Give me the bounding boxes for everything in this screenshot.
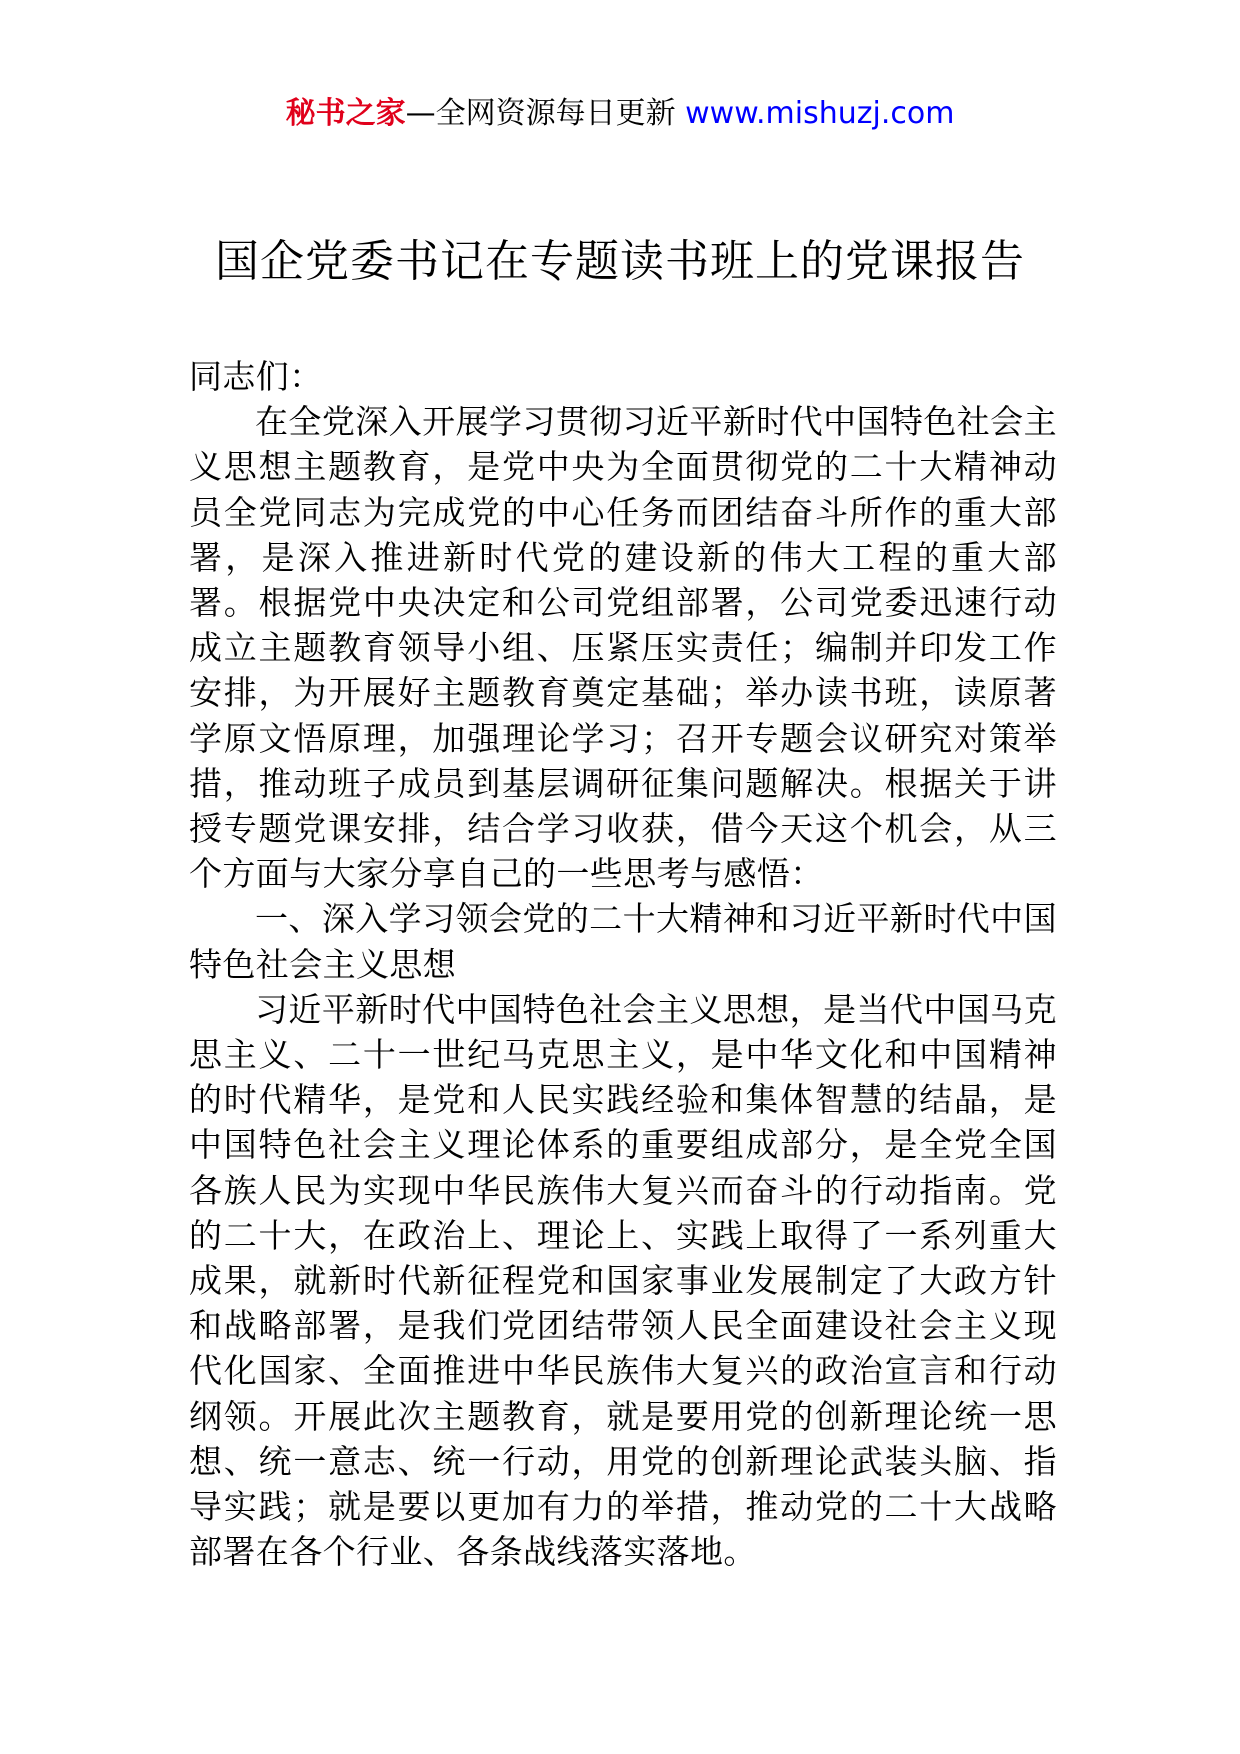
- section-heading-1: 一、深入学习领会党的二十大精神和习近平新时代中国特色社会主义思想: [189, 899, 1057, 984]
- site-url-link[interactable]: www.mishuzj.com: [685, 96, 955, 131]
- brand-name: 秘书之家: [285, 96, 406, 131]
- header-slogan: —全网资源每日更新: [405, 96, 686, 131]
- paragraph-section-1: 习近平新时代中国特色社会主义思想，是当代中国马克思主义、二十一世纪马克思主义，是中华文化和中国精神的时代精华，是党和人民实践经验和集体智慧的结晶，是中国特色社会主义理论体系的重要组成部分，是全党全国各族人民为实现中华民族伟大复兴而奋斗的行动指南。党的二十大，在政治上、理论上、实践上取得了一系列重大成果，就新时代新征程党和国家事业发展制定了大政方针和战略部署，是我们党团结带领人民全面建设社会主义现代化国家、全面推进中华民族伟大复兴的政治宣言和行动纲领。开展此次主题教育，就是要用党的创新理论统一思想、统一意志、统一行动，用党的创新理论武装头脑、指导实践；就是要以更加有力的举措，推动党的二十大战略部署在各个行业、各条战线落实落地。: [189, 989, 1057, 1572]
- salutation: 同志们：: [189, 357, 323, 396]
- document-title: 国企党委书记在专题读书班上的党课报告: [215, 236, 1025, 287]
- site-header: [0, 94, 1240, 134]
- document-body: [189, 354, 1057, 1574]
- paragraph-intro: 在全党深入开展学习贯彻习近平新时代中国特色社会主义思想主题教育，是党中央为全面贯彻党的二十大精神动员全党同志为完成党的中心任务而团结奋斗所作的重大部署，是深入推进新时代党的建设新的伟大工程的重大部署。根据党中央决定和公司党组部署，公司党委迅速行动成立主题教育领导小组、压紧压实责任；编制并印发工作安排，为开展好主题教育奠定基础；举办读书班，读原著学原文悟原理，加强理论学习；召开专题会议研究对策举措，推动班子成员到基层调研征集问题解决。根据关于讲授专题党课安排，结合学习收获，借今天这个机会，从三个方面与大家分享自己的一些思考与感悟：: [189, 402, 1057, 894]
